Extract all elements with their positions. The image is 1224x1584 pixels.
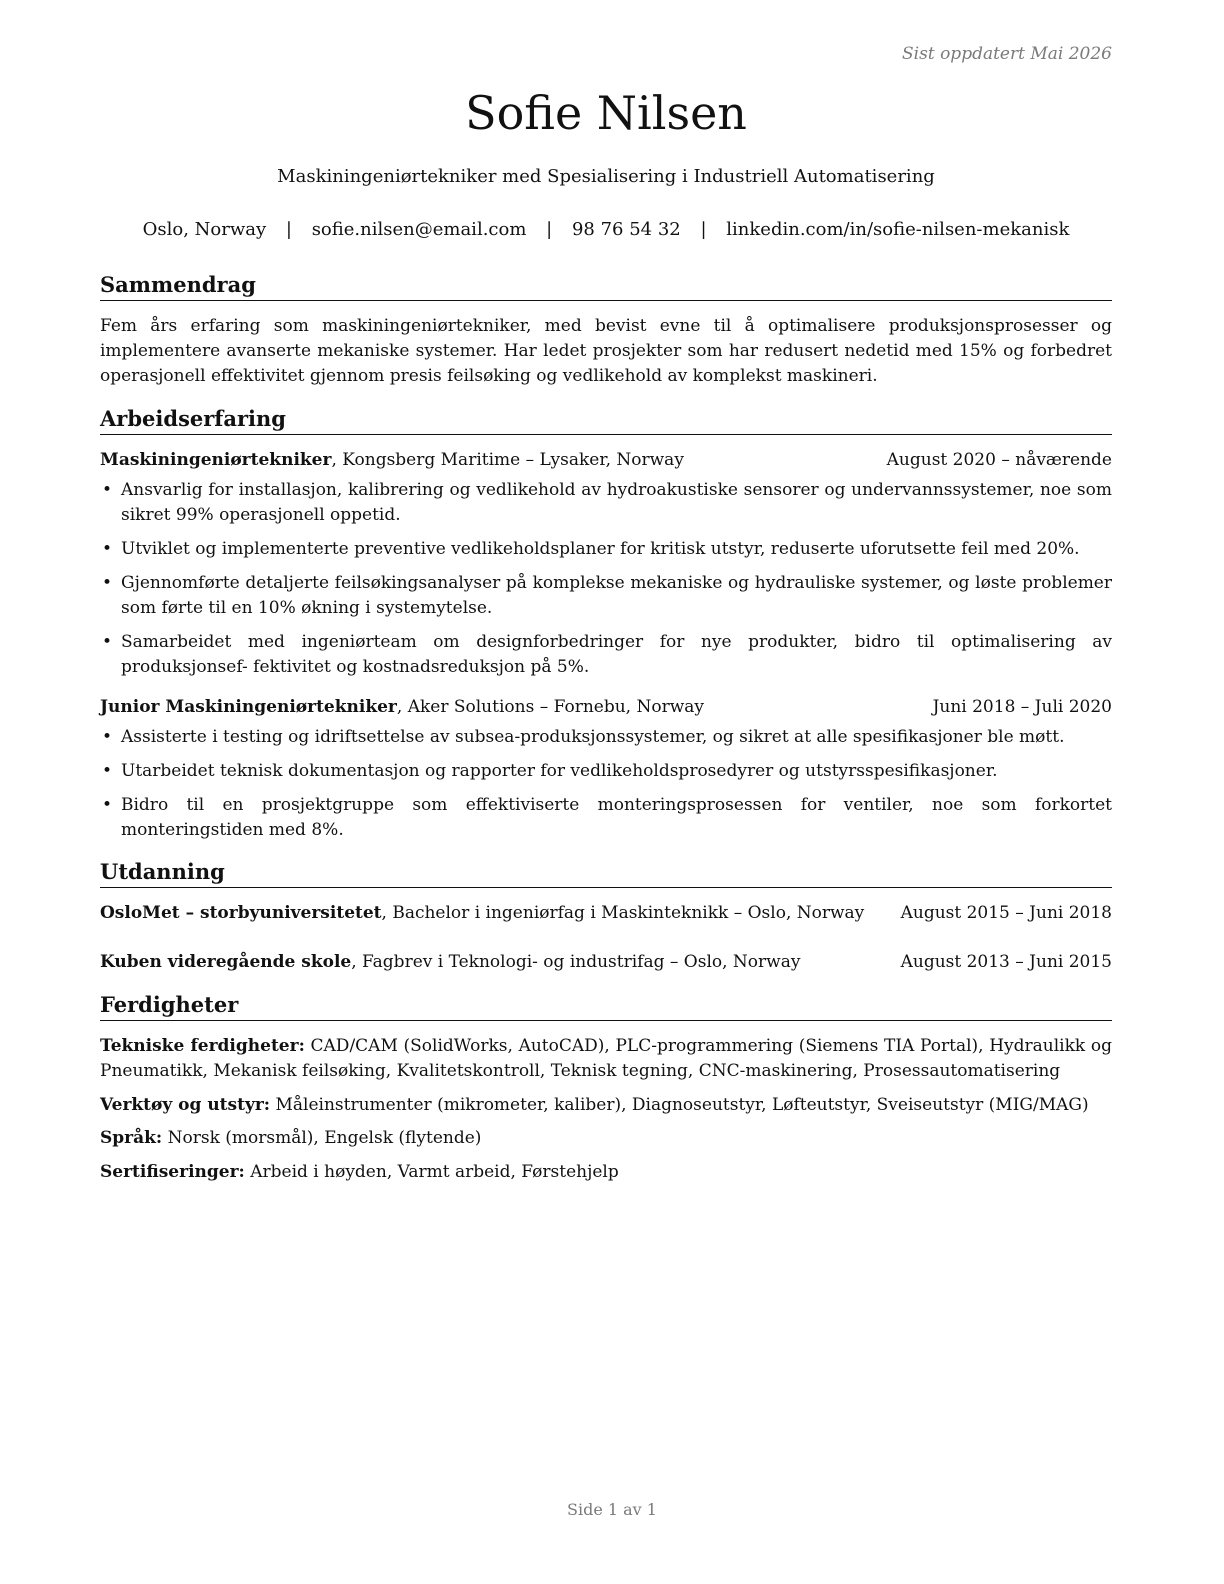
list-item: • Utarbeidet teknisk dokumentasjon og rapporter for vedlikeholdsprosedyrer og utstyrsspesifikasjoner. <box>100 759 1112 784</box>
list-item: • Assisterte i testing og idriftsettelse av subsea-produksjonssystemer, og sikret at alle spesifikasjoner ble møtt. <box>100 725 1112 750</box>
education-school: Kuben videregående skole <box>100 952 352 972</box>
job-dates: August 2020 – nåværende <box>886 450 1112 470</box>
skill-label: Tekniske ferdigheter: <box>100 1036 305 1056</box>
contact-separator: | <box>285 219 292 240</box>
section-title-skills: Ferdigheter <box>100 992 1112 1021</box>
skill-value: Måleinstrumenter (mikrometer, kaliber), Diagnoseutstyr, Løfteutstyr, Sveiseutstyr (MIG/MAG) <box>270 1095 1089 1115</box>
list-item: • Ansvarlig for installasjon, kalibrering og vedlikehold av hydroakustiske sensorer og undervannssystemer, noe som sikret 99% operasjonell oppetid. <box>100 478 1112 528</box>
skill-value: CAD/CAM (SolidWorks, AutoCAD), PLC-programmering (Siemens TIA Portal), Hydraulikk og Pneumatikk, Mekanisk feilsøking, Kvalitetskontroll, Teknisk tegning, CNC-maskinering, Prosessautomatisering <box>100 1036 1112 1081</box>
job-org: , Aker Solutions – Fornebu, Norway <box>396 697 705 717</box>
resume-page <box>100 0 1112 1584</box>
candidate-name: Sofie Nilsen <box>465 86 747 140</box>
job-org: , Kongsberg Maritime – Lysaker, Norway <box>331 450 684 470</box>
list-item: • Gjennomførte detaljerte feilsøkingsanalyser på komplekse mekaniske og hydrauliske systemer, og løste problemer som førte til en 10% økning i systemytelse. <box>100 571 1112 621</box>
contact-phone: 98 76 54 32 <box>571 219 681 240</box>
job-role: Maskiningeniørtekniker <box>100 450 332 470</box>
education-dates: August 2013 – Juni 2015 <box>900 952 1112 972</box>
job-title-line <box>100 695 704 720</box>
skill-line <box>100 1093 1112 1118</box>
education-title-line <box>100 950 800 975</box>
section-title-summary: Sammendrag <box>100 272 1112 301</box>
contact-separator: | <box>546 219 553 240</box>
list-item: • Utviklet og implementerte preventive vedlikeholdsplaner for kritisk utstyr, reduserte uforutsette feil med 20%. <box>100 537 1112 562</box>
job-title-line <box>100 448 684 473</box>
education-item <box>100 950 1112 975</box>
skill-value: Norsk (morsmål), Engelsk (flytende) <box>162 1128 482 1148</box>
contact-separator: | <box>700 219 707 240</box>
skill-value: Arbeid i høyden, Varmt arbeid, Førstehjelp <box>244 1162 619 1182</box>
job-bullets <box>100 478 1112 689</box>
skill-label: Språk: <box>100 1128 163 1148</box>
job-bullets <box>100 725 1112 852</box>
education-item <box>100 901 1112 926</box>
education-detail: , Fagbrev i Teknologi- og industrifag – Oslo, Norway <box>351 952 801 972</box>
candidate-subtitle: Maskiningeniørtekniker med Spesialisering i Industriell Automatisering <box>277 166 935 187</box>
page-number: Side 1 av 1 <box>567 1500 657 1519</box>
list-item: • Bidro til en prosjektgruppe som effektiviserte monteringsprosessen for ventiler, noe som forkortet monteringstiden med 8%. <box>100 793 1112 843</box>
summary-text: Fem års erfaring som maskiningeniørtekniker, med bevist evne til å optimalisere produksjonsprosesser og implementere avanserte mekaniske systemer. Har ledet prosjekter som har redusert nedetid med 15% og forbedret operasjonell effektivitet gjennom presis feilsøking og vedlikehold av komplekst maskineri. <box>100 316 1112 386</box>
education-school: OsloMet – storbyuniversitetet <box>100 903 382 923</box>
job-dates: Juni 2018 – Juli 2020 <box>932 697 1112 717</box>
education-detail: , Bachelor i ingeniørfag i Maskinteknikk – Oslo, Norway <box>381 903 865 923</box>
skill-label: Sertifiseringer: <box>100 1162 245 1182</box>
job-header <box>100 695 1112 720</box>
section-title-education: Utdanning <box>100 859 1112 888</box>
contact-line <box>100 219 1112 240</box>
education-dates: August 2015 – Juni 2018 <box>900 903 1112 923</box>
contact-location: Oslo, Norway <box>142 219 267 240</box>
contact-linkedin[interactable]: linkedin.com/in/sofie-nilsen-mekanisk <box>726 219 1070 240</box>
job-header <box>100 448 1112 473</box>
job-role: Junior Maskiningeniørtekniker <box>100 697 397 717</box>
section-title-experience: Arbeidserfaring <box>100 406 1112 435</box>
skill-line <box>100 1126 1112 1151</box>
skill-line <box>100 1034 1112 1084</box>
skill-line <box>100 1160 1112 1185</box>
education-title-line <box>100 901 864 926</box>
last-updated: Sist oppdatert Mai 2026 <box>902 44 1112 64</box>
list-item: • Samarbeidet med ingeniørteam om designforbedringer for nye produkter, bidro til optimalisering av produksjonsef- fektivitet og kostnadsreduksjon på 5%. <box>100 630 1112 680</box>
skill-label: Verktøy og utstyr: <box>100 1095 271 1115</box>
contact-email[interactable]: sofie.nilsen@email.com <box>311 219 527 240</box>
